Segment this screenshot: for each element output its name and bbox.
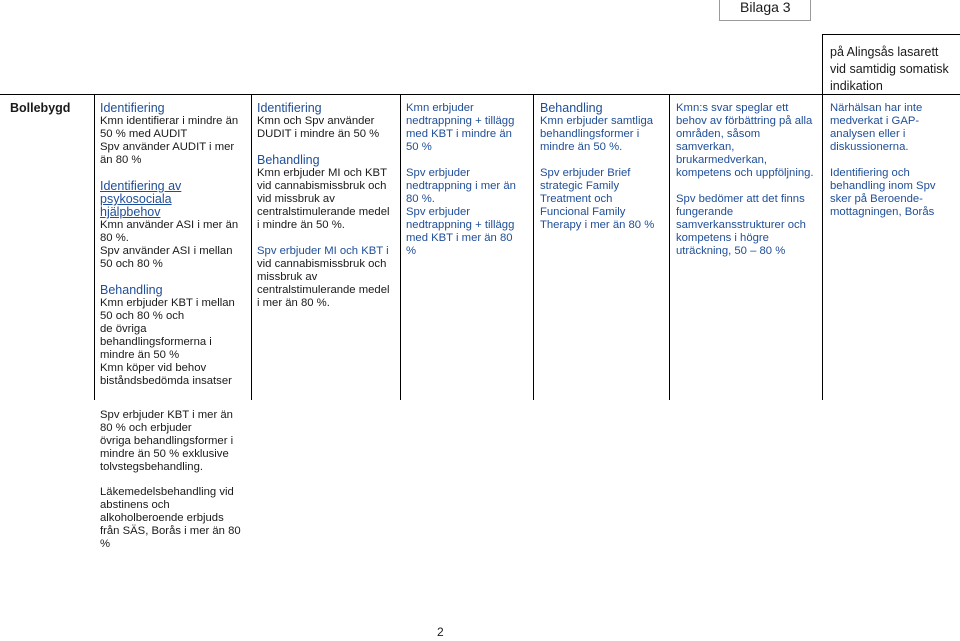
bilaga-label: Bilaga 3: [740, 0, 791, 15]
last-column-header: på Alingsås lasarett vid samtidig somatisk indikation: [830, 45, 949, 93]
column-1-cell: Identifiering Kmn identifierar i mindre än 50 % med AUDIT Spv använder AUDIT i mer än 80 % Identifiering av psykosociala hjälpbehov Kmn använder ASI i mer än 80 %. Spv använder ASI i mellan 50 och 80 % Behandling Kmn erbjuder KBT i mellan 50 och 80 % och de övriga behandlingsformerna i mindre än 50 % Kmn köper vid behov biståndsbedömda insatser: [100, 101, 239, 387]
col2-heading-behandling: Behandling: [257, 153, 320, 167]
table-top-line: [0, 94, 960, 95]
column-2-cell: Identifiering Kmn och Spv använder DUDIT i mindre än 50 % Behandling Kmn erbjuder MI och KBT vid cannabismissbruk och vid missbruk av centralstimulerande medel i mindre än 50 %. Spv erbjuder MI och KBT i vid cannabismissbruk och missbruk av centralstimulerande medel i mer än 80 %.: [257, 101, 390, 309]
col-line-5: [669, 94, 670, 400]
col-line-4: [533, 94, 534, 400]
column-4-cell: Behandling Kmn erbjuder samtliga behandlingsformer i mindre än 50 %. Spv erbjuder Brief strategic Family Treatment och Funcional Family Therapy i mer än 80 %: [540, 101, 655, 231]
header-top-line: [822, 34, 960, 35]
row-label: Bollebygd: [10, 101, 71, 115]
column-1-continued-spv: Spv erbjuder KBT i mer än 80 % och erbjuder övriga behandlingsformer i mindre än 50 % exklusive tolvstegsbehandling.: [100, 409, 234, 473]
col-line-1: [94, 94, 95, 400]
col-line-6: [822, 94, 823, 400]
column-6-cell: Närhälsan har inte medverkat i GAP- analysen eller i diskussionerna. Identifiering och behandling inom Spv sker på Beroende- mottagningen, Borås: [830, 102, 936, 218]
col2-heading-identifiering: Identifiering: [257, 101, 322, 115]
column-3-cell: Kmn erbjuder nedtrappning + tillägg med KBT i mindre än 50 % Spv erbjuder nedtrappning i mer än 80 %. Spv erbjuder nedtrappning + tillägg med KBT i mer än 80 %: [406, 102, 516, 257]
column-5-cell: Kmn:s svar speglar ett behov av förbättring på alla områden, såsom samverkan, brukarmedverkan, kompetens och uppföljning. Spv bedömer att det finns fungerande samverkansstrukturer och kompetens i högre uträckning, 50 – 80 %: [676, 102, 814, 257]
col-line-3: [400, 94, 401, 400]
col-line-2: [251, 94, 252, 400]
page-number: 2: [437, 625, 444, 639]
column-1-continued-lakemedel: Läkemedelsbehandling vid abstinens och alkoholberoende erbjuds från SÄS, Borås i mer än 80 %: [100, 486, 241, 550]
col1-heading-behandling: Behandling: [100, 283, 163, 297]
header-left-line: [822, 34, 823, 94]
col1-heading-identifiering: Identifiering: [100, 101, 165, 115]
col4-heading-behandling: Behandling: [540, 101, 603, 115]
col1-heading-psykosociala: Identifiering av: [100, 179, 182, 193]
